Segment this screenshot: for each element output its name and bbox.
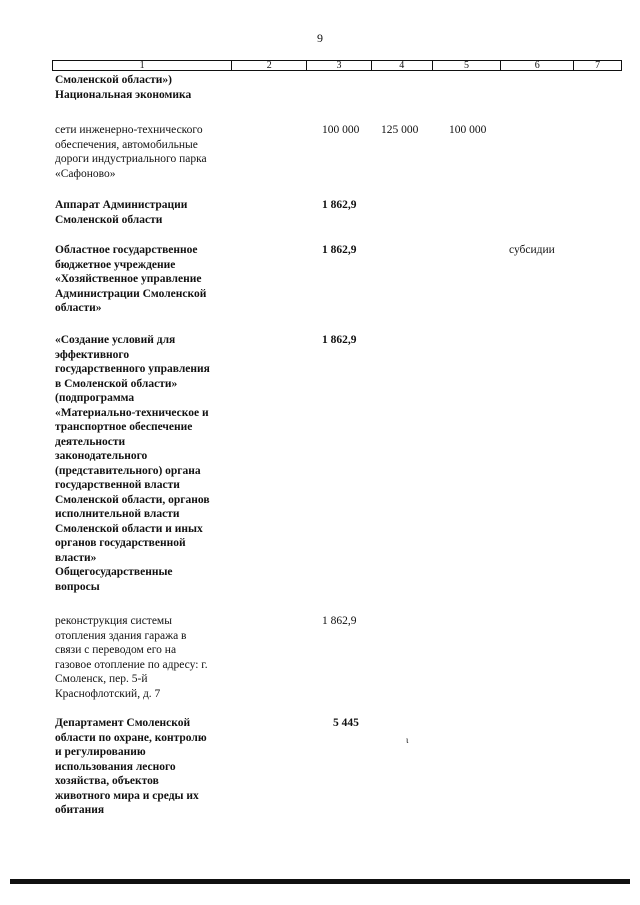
row-4-line: государственной власти xyxy=(55,479,180,491)
row-5-line: связи с переводом его на xyxy=(55,644,177,656)
row-6-line: Департамент Смоленской xyxy=(55,717,191,729)
row-0-line: Смоленской области») xyxy=(55,74,172,86)
row-5-line: Краснофлотский, д. 7 xyxy=(55,687,161,700)
header-col-7: 7 xyxy=(595,60,601,71)
row-3-line: области» xyxy=(55,302,102,314)
row-3-col-6: субсидии xyxy=(509,244,555,256)
row-4-name xyxy=(55,333,245,594)
row-1-line: «Сафоново» xyxy=(55,167,116,180)
row-1-col-4: 125 000 xyxy=(381,124,419,136)
row-3-line: бюджетное учреждение xyxy=(55,258,176,271)
row-4-line: деятельности xyxy=(55,435,126,448)
row-4-line: законодательного xyxy=(55,450,148,462)
row-6-line: хозяйства, объектов xyxy=(55,775,159,787)
row-1-line: обеспечения, автомобильные xyxy=(55,138,198,151)
row-4-line: транспортное обеспечение xyxy=(55,421,193,433)
row-4-line: исполнительной власти xyxy=(55,508,180,520)
row-1-col-5: 100 000 xyxy=(449,124,487,136)
row-0-line: Национальная экономика xyxy=(55,88,192,101)
row-6-line: обитания xyxy=(55,804,105,816)
header-col-6: 6 xyxy=(501,61,574,70)
row-3-name xyxy=(55,243,245,316)
row-6-line: использования лесного xyxy=(55,760,176,773)
row-3-line: «Хозяйственное управление xyxy=(55,273,202,285)
row-4-line: Смоленской области, органов xyxy=(55,493,210,506)
footer-rule xyxy=(10,879,630,884)
row-1-line: дороги индустриального парка xyxy=(55,153,207,165)
row-5-line: газовое отопление по адресу: г. xyxy=(55,658,208,671)
row-1-line: сети инженерно-технического xyxy=(55,124,203,136)
row-4-line: (представительного) органа xyxy=(55,464,201,477)
page-number: 9 xyxy=(317,31,323,45)
row-1-col-3: 100 000 xyxy=(322,124,360,136)
row-6-line: и регулированию xyxy=(55,746,146,758)
row-4-line: «Создание условий для xyxy=(55,334,176,346)
row-6-name xyxy=(55,716,245,818)
row-5-line: Смоленск, пер. 5-й xyxy=(55,673,148,685)
row-4-col-3: 1 862,9 xyxy=(322,334,357,346)
header-col-4: 4 xyxy=(372,61,433,70)
row-4-line: «Материально-техническое и xyxy=(55,406,209,419)
row-3-line: Областное государственное xyxy=(55,244,198,256)
row-5-line: реконструкция системы xyxy=(55,615,172,627)
row-2-name xyxy=(55,198,245,227)
row-2-line: Аппарат Администрации xyxy=(55,199,188,211)
row-5-col-3: 1 862,9 xyxy=(322,615,357,627)
header-col-5: 5 xyxy=(433,61,502,70)
row-5-name xyxy=(55,614,245,701)
header-col-1: 1 xyxy=(53,61,232,70)
column-number-header xyxy=(52,60,622,71)
header-col-3: 3 xyxy=(307,61,372,70)
row-3-line: Администрации Смоленской xyxy=(55,287,207,300)
row-2-col-3: 1 862,9 xyxy=(322,199,357,211)
row-5-line: отопления здания гаража в xyxy=(55,629,187,642)
row-0-name xyxy=(55,73,245,102)
row-6-line: животного мира и среды их xyxy=(55,789,199,802)
row-4-line: в Смоленской области» xyxy=(55,377,178,390)
row-4-line: органов государственной xyxy=(55,537,186,549)
row-4-line: Общегосударственные xyxy=(55,566,173,578)
row-2-line: Смоленской области xyxy=(55,213,163,226)
row-4-line: вопросы xyxy=(55,580,100,593)
header-col-2: 2 xyxy=(232,61,307,70)
stray-mark: ι xyxy=(406,735,409,745)
row-3-col-3: 1 862,9 xyxy=(322,244,357,256)
row-1-name xyxy=(55,123,245,181)
row-4-line: государственного управления xyxy=(55,363,210,375)
row-6-line: области по охране, контролю xyxy=(55,731,207,744)
row-6-col-3: 5 445 xyxy=(333,717,359,729)
row-4-line: (подпрограмма xyxy=(55,392,135,404)
row-4-line: Смоленской области и иных xyxy=(55,522,203,535)
row-4-line: эффективного xyxy=(55,348,130,361)
row-4-line: власти» xyxy=(55,551,97,564)
